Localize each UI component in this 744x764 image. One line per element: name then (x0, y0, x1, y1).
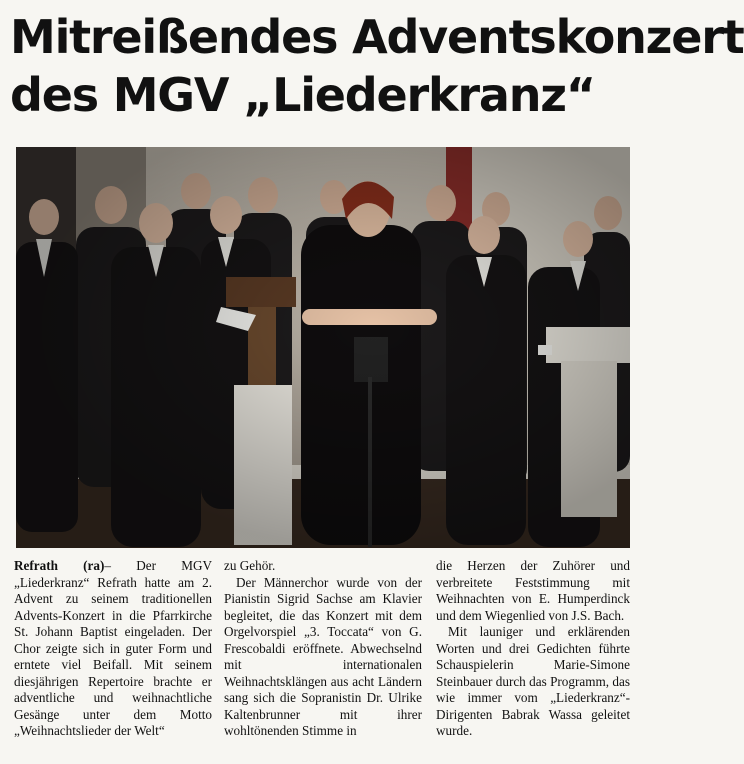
headline (10, 8, 744, 124)
headline-line-1: Mitreißendes Adventskonzert (10, 10, 744, 64)
paragraph-3: Mit launiger und erklärenden Worten und drei Gedichten führte Schauspielerin Marie-Simone Steinbauer durch das Programm, das wie immer vom „Liederkranz“-Dirigenten Babrak Wassa geleitet wurde. (436, 624, 630, 738)
article-column-1 (14, 558, 212, 740)
article-column-3 (436, 558, 630, 740)
paragraph-1-end: zu Gehör. (224, 558, 276, 573)
article-column-2 (224, 558, 422, 740)
dateline: Refrath (ra) (14, 558, 105, 573)
paragraph-1: – Der MGV „Liederkranz“ Refrath hatte am 2. Advent zu seinem traditionellen Advents-Konzert in die Pfarrkirche St. Johann Baptist eingeladen. Der Chor zeigte sich in guter Form und erntete viel Beifall. Mit seinem diesjährigen Repertoire brachte er adventliche und weihnachtliche Gesänge unter dem Motto „Weihnachtslieder der Welt“ (14, 558, 212, 738)
concert-photo (16, 147, 630, 548)
headline-line-2: des MGV „Liederkranz“ (10, 68, 595, 122)
paragraph-2: Der Männerchor wurde von der Pianistin Sigrid Sachse am Klavier begleitet, die das Konzert mit dem Orgelvorspiel „3. Toccata“ von G. Frescobaldi eröffnete. Abwechselnd mit internationalen Weihnachtsklängen aus acht Ländern sang sich die Sopranistin Dr. Ulrike Kaltenbrunner mit ihrer wohltönenden Stimme in (224, 574, 422, 738)
concert-photo-drawing (16, 147, 630, 548)
article-body (14, 558, 630, 758)
paragraph-2-end: die Herzen der Zuhörer und verbreitete Feststimmung mit Weihnachten von E. Humperdinck und dem Wiegenlied von J.S. Bach. (436, 558, 630, 623)
